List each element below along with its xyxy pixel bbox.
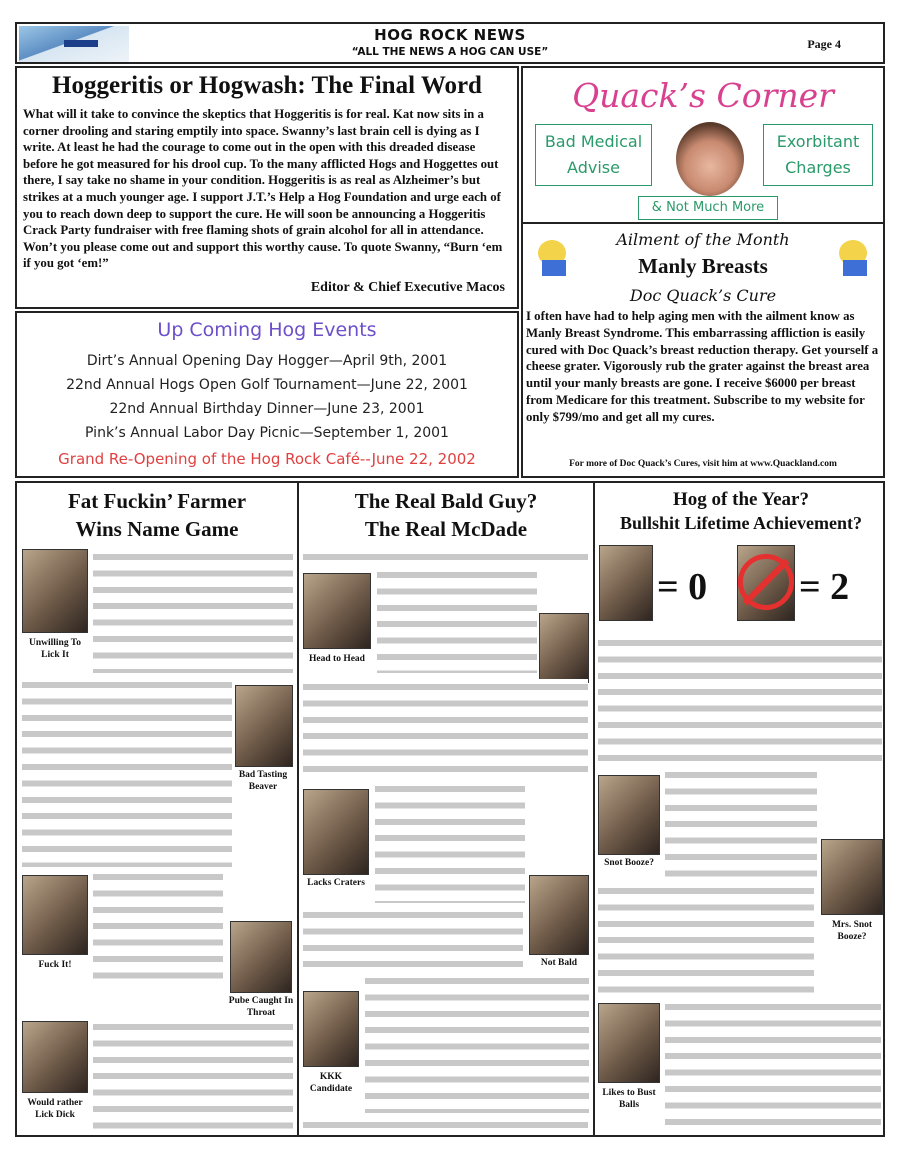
equation-zero: = 0	[657, 566, 708, 608]
caption: Pube Caught In Throat	[228, 996, 294, 1018]
equation-two: = 2	[799, 566, 850, 608]
photo-bad-tasting	[235, 685, 293, 767]
event-item: Pink’s Annual Labor Day Picnic—September 1, 2001	[85, 425, 449, 441]
col1-text-block	[93, 869, 223, 983]
ailment-name: Manly Breasts	[638, 254, 768, 278]
col2-headline: The Real McDade	[364, 517, 528, 541]
column-divider	[593, 483, 595, 1135]
bottom-section	[15, 481, 885, 1137]
lead-headline: Hoggeritis or Hogwash: The Final Word	[52, 72, 482, 99]
col1-text-block	[22, 677, 232, 867]
col1-text-block	[93, 1019, 293, 1133]
col1-headline: Fat Fuckin’ Farmer	[67, 489, 247, 513]
photo-no-class	[539, 613, 589, 683]
caption: Likes to Bust Balls	[602, 1088, 656, 1110]
photo-would-rather	[22, 1021, 88, 1093]
col2-text-block	[303, 549, 588, 565]
event-highlight: Grand Re-Opening of the Hog Rock Café--June 22, 2002	[58, 450, 476, 468]
col2-headline: The Real Bald Guy?	[354, 489, 538, 513]
col3-headline: Bullshit Lifetime Achievement?	[620, 513, 862, 533]
event-item: 22nd Annual Hogs Open Golf Tournament—June 22, 2001	[66, 377, 468, 393]
quack-title: Quack’s Corner	[572, 76, 834, 115]
photo-no-booze	[737, 545, 795, 621]
lead-article	[15, 66, 519, 309]
events-title: Up Coming Hog Events	[157, 319, 377, 341]
photo-not-bald	[529, 875, 589, 955]
caption: Lacks Craters	[307, 878, 365, 888]
caption: Head to Head	[309, 654, 365, 664]
photo-fuck-it	[22, 875, 88, 955]
quack-body: I often have had to help aging men with the ailment know as Manly Breast Syndrome. This embarrassing affliction is easily cured with Doc Quack’s breast reduction therapy. Get yourself a cheese grater. Vigorously rub the grater against the breast area until your manly breasts are gone. I receive $6000 per breast from Medicare for this treatment. Subscribe to my website for only $799/mo and get all my cures.	[526, 309, 879, 424]
masthead	[15, 22, 885, 64]
photo-unwilling	[22, 549, 88, 633]
photo-pube	[230, 921, 292, 993]
caption: Bad Tasting Beaver	[238, 770, 288, 792]
caption: Unwilling To Lick It	[28, 638, 81, 660]
page-number: Page 4	[807, 37, 841, 51]
cure-label: Doc Quack’s Cure	[629, 286, 777, 305]
quack-footer: For more of Doc Quack’s Cures, visit him at www.Quackland.com	[569, 459, 837, 469]
caption: KKK Candidate	[309, 1072, 353, 1094]
lead-byline: Editor & Chief Executive Macos	[310, 280, 505, 295]
column-divider	[297, 483, 299, 1135]
quack-left-box: Bad Medical Advise	[535, 124, 652, 186]
tagline: “ALL THE NEWS A HOG CAN USE”	[351, 46, 549, 58]
photo-kkk	[303, 991, 359, 1067]
quack-right-box: Exorbitant Charges	[763, 124, 873, 186]
caption: Fuck It!	[38, 960, 72, 970]
col3-text-block	[665, 767, 817, 881]
caption: Not Bald	[540, 958, 578, 968]
col2-text-block	[365, 973, 589, 1113]
col3-headline: Hog of the Year?	[673, 489, 809, 510]
quack-bottom-box: & Not Much More	[638, 196, 778, 220]
photo-mrs-snot-booze	[821, 839, 883, 915]
quacks-corner	[521, 66, 885, 478]
photo-head-to-head	[303, 573, 371, 649]
doc-quack-photo	[676, 122, 744, 196]
ailment-label: Ailment of the Month	[616, 230, 790, 249]
photo-lacks-craters	[303, 789, 369, 875]
col3-text-block	[598, 883, 814, 995]
col2-text-block	[303, 679, 588, 779]
col2-text-block	[375, 781, 525, 903]
photo-snot-booze	[598, 775, 660, 855]
caption: Mrs. Snot Booze?	[831, 920, 873, 942]
col3-text-block	[598, 635, 882, 765]
caption: Snot Booze?	[604, 858, 654, 868]
col1-headline: Wins Name Game	[75, 517, 239, 541]
events-box	[15, 311, 519, 478]
col2-text-block	[303, 1117, 588, 1133]
caption: Would rather Lick Dick	[27, 1098, 83, 1120]
photo-hog-of-year	[599, 545, 653, 621]
photo-likes-to-bust	[598, 1003, 660, 1083]
col2-text-block	[377, 567, 537, 673]
col1-text-block	[93, 549, 293, 673]
event-item: Dirt’s Annual Opening Day Hogger—April 9th, 2001	[86, 353, 448, 369]
event-item: 22nd Annual Birthday Dinner—June 23, 2001	[109, 401, 425, 417]
lead-body: What will it take to convince the skeptics that Hoggeritis is for real. Kat now sits in a corner drooling and staring emptily into space. Swanny’s last brain cell is dying as I write. At least he had the courage to come out in the open with this dreaded disease before he got measured for his drool cup. To the many afflicted Hogs and Hoggettes out there, I say take no shame in your condition. Hoggeritis is as real as Alzheimer’s but strikes at a much younger age. I support J.T.’s Help a Hog Foundation and urge each of you to reach down deep to support the cure. He will soon be announcing a Hoggeritis Crack Party fundraiser with free flaming shots of grain alcohol for all in attendance. Won’t you please come out and support this worthy cause. To quote Swanny, “Burn ‘em if you got ‘em!”	[23, 107, 503, 271]
quack-divider	[523, 222, 883, 224]
paper-name: HOG ROCK NEWS	[374, 26, 526, 44]
col3-text-block	[665, 999, 881, 1133]
col2-text-block	[303, 907, 523, 971]
